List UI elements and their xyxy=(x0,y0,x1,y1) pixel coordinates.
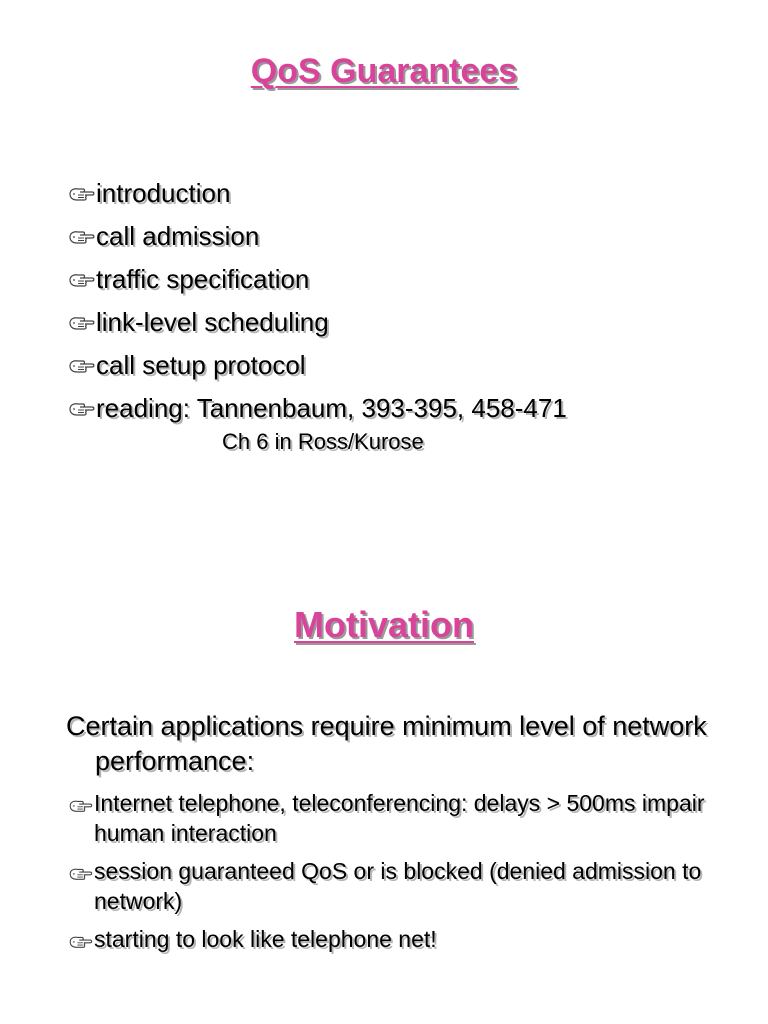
pointing-hand-icon xyxy=(68,183,96,203)
list-item xyxy=(68,301,567,344)
list-item-text: starting to look like telephone net! xyxy=(94,926,437,952)
pointing-hand-icon xyxy=(68,796,94,814)
list-item xyxy=(68,344,567,387)
list-item-text: call setup protocol xyxy=(96,350,306,380)
list-item-text: reading: Tannenbaum, 393-395, 458-471 xyxy=(96,393,567,423)
pointing-hand-icon xyxy=(68,226,96,246)
motivation-list xyxy=(68,788,728,962)
list-item xyxy=(68,215,567,258)
list-item-text: call admission xyxy=(96,221,260,251)
list-item-text: introduction xyxy=(96,178,231,208)
pointing-hand-icon xyxy=(68,355,96,375)
list-item xyxy=(68,924,728,954)
pointing-hand-icon xyxy=(68,312,96,332)
topic-list xyxy=(68,172,567,430)
reading-subline: Ch 6 in Ross/Kurose xyxy=(222,429,424,454)
list-item-text: link-level scheduling xyxy=(96,307,329,337)
pointing-hand-icon xyxy=(68,932,94,950)
list-item-text: traffic specification xyxy=(96,264,310,294)
list-item xyxy=(68,788,728,848)
pointing-hand-icon xyxy=(68,864,94,882)
list-item-text: session guaranteed QoS or is blocked (denied admission to network) xyxy=(94,858,702,914)
pointing-hand-icon xyxy=(68,269,96,289)
list-item xyxy=(68,172,567,215)
pointing-hand-icon xyxy=(68,398,96,418)
list-item xyxy=(68,258,567,301)
list-item xyxy=(68,856,728,916)
intro-paragraph: Certain applications require minimum level of network performance: xyxy=(66,711,707,776)
list-item-text: Internet telephone, teleconferencing: delays > 500ms impair human interaction xyxy=(94,790,705,846)
slide-title-qos: QoS Guarantees xyxy=(250,52,518,90)
slide-title-motivation: Motivation xyxy=(294,604,474,645)
list-item xyxy=(68,387,567,430)
